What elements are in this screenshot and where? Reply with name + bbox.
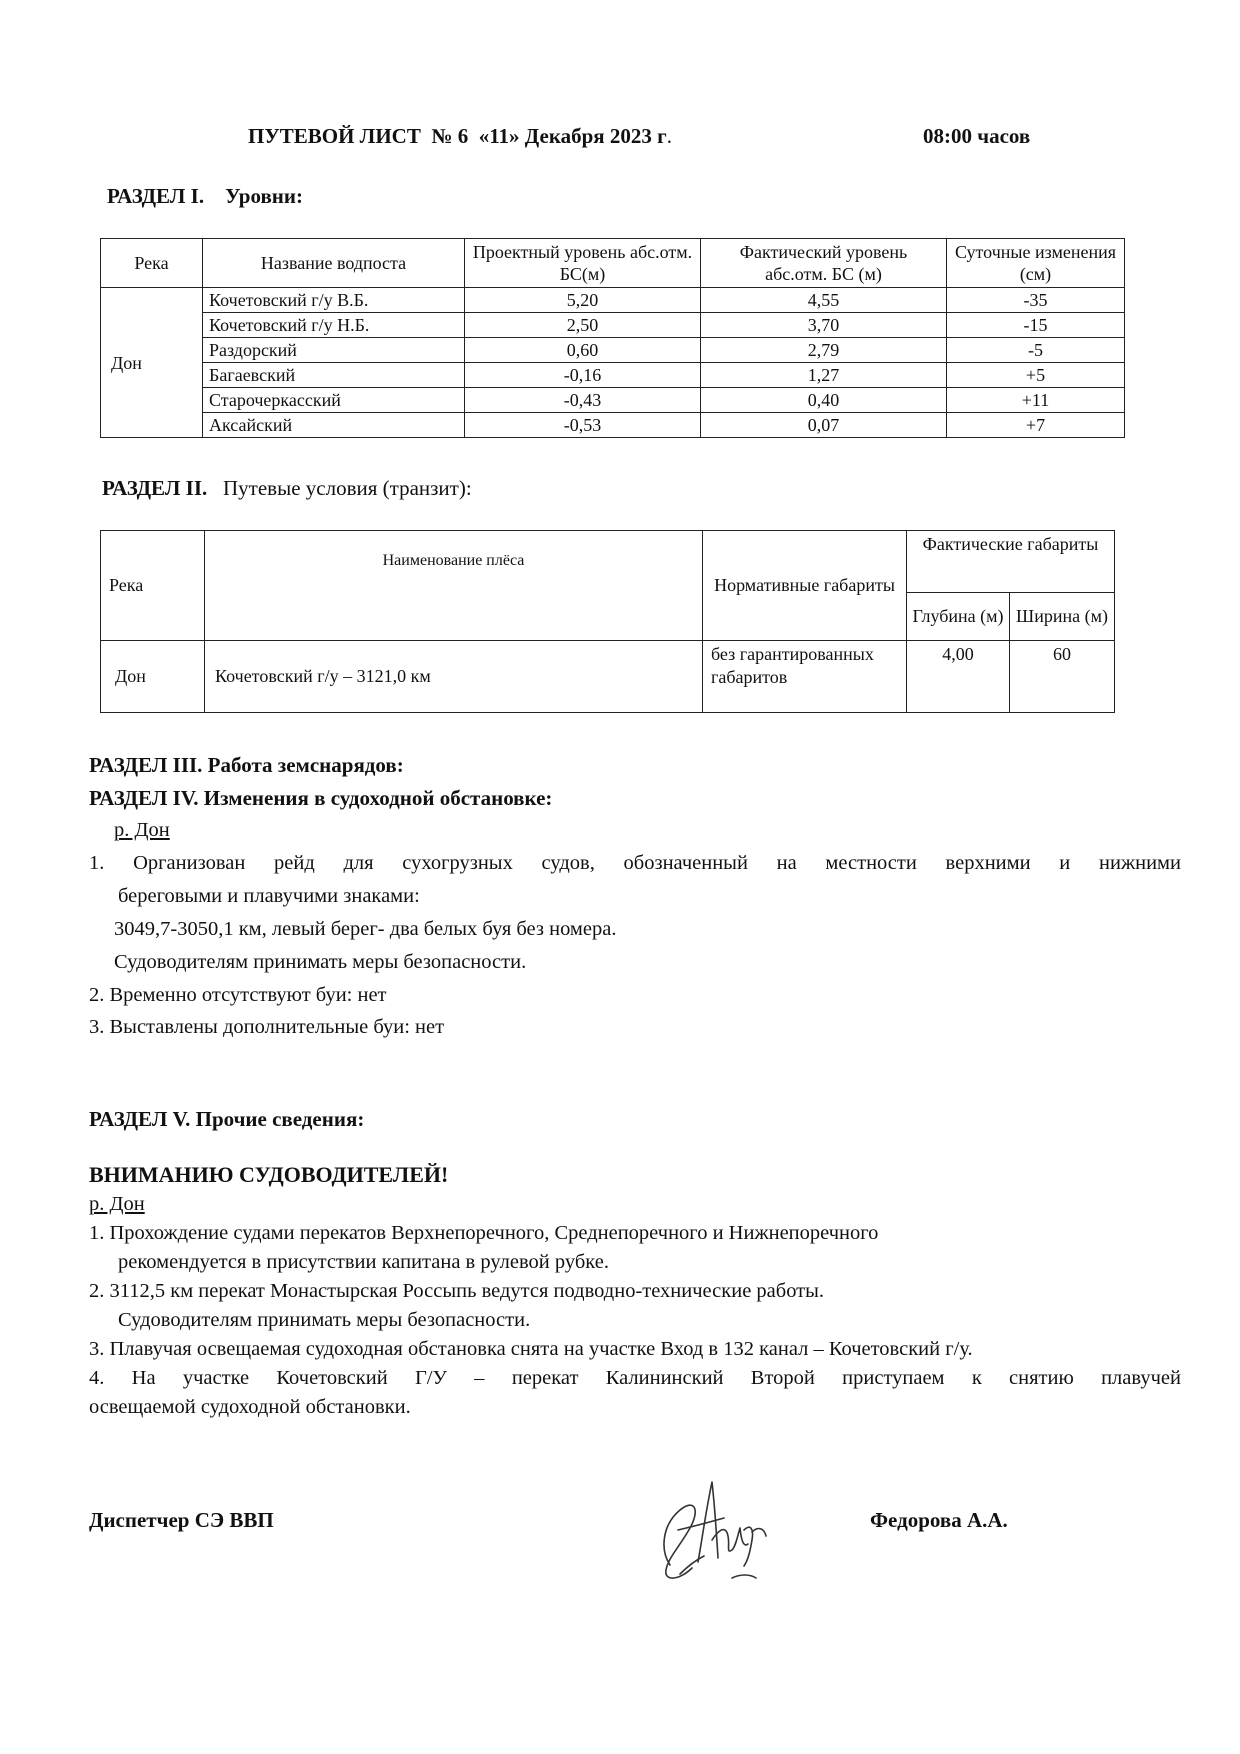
river-cell: Дон — [101, 641, 205, 713]
sheet-number: № 6 — [431, 124, 469, 148]
attention-title: ВНИМАНИЮ СУДОВОДИТЕЛЕЙ! — [89, 1162, 449, 1187]
project-cell: 2,50 — [465, 313, 701, 338]
actual-cell: 0,07 — [701, 413, 947, 438]
col-project-level: Проектный уровень абс.отм. БС(м) — [465, 239, 701, 288]
section4-title: РАЗДЕЛ IV. Изменения в судоходной обстановке: — [89, 786, 553, 810]
attention-item3: 3. Плавучая освещаемая судоходная обстановка снята на участке Вход в 132 канал – Кочетовский г/у. — [89, 1338, 973, 1360]
attention-item2-line1: 2. 3112,5 км перекат Монастырская Россыпь ведутся подводно-технические работы. — [89, 1280, 825, 1302]
attention-item1-line2: рекомендуется в присутствии капитана в рулевой рубке. — [118, 1251, 609, 1273]
attention-item4-line2: освещаемой судоходной обстановки. — [89, 1396, 411, 1418]
project-cell: -0,53 — [465, 413, 701, 438]
col-depth: Глубина (м) — [907, 593, 1010, 641]
depth-cell: 4,00 — [907, 641, 1010, 713]
col-norm: Нормативные габариты — [703, 531, 907, 641]
project-cell: -0,43 — [465, 388, 701, 413]
post-cell: Старочеркасский — [203, 388, 465, 413]
section2-heading — [102, 476, 472, 501]
post-cell: Раздорский — [203, 338, 465, 363]
table-row — [101, 388, 1125, 413]
actual-cell: 3,70 — [701, 313, 947, 338]
table-row — [101, 641, 1115, 713]
section4-item3: 3. Выставлены дополнительные буи: нет — [89, 1016, 445, 1038]
table-row — [101, 313, 1125, 338]
table-row — [101, 288, 1125, 313]
section4-item1-line2: береговыми и плавучими знаками: — [118, 885, 420, 907]
post-cell: Кочетовский г/у В.Б. — [203, 288, 465, 313]
section4-river: р. Дон — [114, 819, 170, 841]
change-cell: +5 — [947, 363, 1125, 388]
norm-cell: без гарантированных габаритов — [703, 641, 907, 713]
col-river: Река — [101, 531, 205, 641]
signer-name: Федорова А.А. — [870, 1508, 1008, 1532]
reach-cell: Кочетовский г/у – 3121,0 км — [205, 641, 703, 713]
actual-cell: 2,79 — [701, 338, 947, 363]
actual-cell: 4,55 — [701, 288, 947, 313]
col-actual-level: Фактический уровень абс.отм. БС (м) — [701, 239, 947, 288]
date-day: «11» — [478, 124, 520, 148]
width-cell: 60 — [1010, 641, 1115, 713]
table-row — [101, 363, 1125, 388]
change-cell: -5 — [947, 338, 1125, 363]
actual-cell: 1,27 — [701, 363, 947, 388]
post-cell: Аксайский — [203, 413, 465, 438]
attention-item1-line1: 1. Прохождение судами перекатов Верхнепоречного, Среднепоречного и Нижнепоречного — [89, 1222, 879, 1244]
section1-heading — [107, 184, 303, 209]
section4-item1-line4: Судоводителям принимать меры безопасности. — [114, 951, 527, 973]
project-cell: 5,20 — [465, 288, 701, 313]
project-cell: -0,16 — [465, 363, 701, 388]
post-cell: Кочетовский г/у Н.Б. — [203, 313, 465, 338]
change-cell: +7 — [947, 413, 1125, 438]
date-dot: . — [666, 124, 672, 148]
project-cell: 0,60 — [465, 338, 701, 363]
transit-header-row — [101, 531, 1115, 593]
section4-item2: 2. Временно отсутствуют буи: нет — [89, 984, 387, 1006]
attention-item4-line1: 4. На участке Кочетовский Г/У – перекат Калининский Второй приступаем к снятию плавучей — [89, 1367, 1181, 1389]
table-row — [101, 413, 1125, 438]
section2-title: РАЗДЕЛ II. — [102, 476, 208, 500]
levels-table — [100, 238, 1125, 438]
date-month-year: Декабря 2023 г — [524, 124, 667, 148]
col-width: Ширина (м) — [1010, 593, 1115, 641]
col-post: Название водпоста — [203, 239, 465, 288]
section1-title: РАЗДЕЛ I. — [107, 184, 205, 208]
col-reach: Наименование плёса — [205, 531, 703, 641]
section2-subtitle: Путевые условия (транзит): — [223, 476, 472, 500]
attention-river: р. Дон — [89, 1193, 145, 1215]
document-time: 08:00 часов — [923, 124, 1031, 148]
section4-item1-line3: 3049,7-3050,1 км, левый берег- два белых буя без номера. — [114, 918, 617, 940]
section4-item1-line1: 1. Организован рейд для сухогрузных судов, обозначенный на местности верхними и нижними — [89, 852, 1181, 874]
section1-subtitle: Уровни: — [225, 184, 303, 208]
levels-header-row — [101, 239, 1125, 288]
change-cell: -15 — [947, 313, 1125, 338]
signer-position: Диспетчер СЭ ВВП — [89, 1508, 274, 1532]
col-daily-change: Суточные изменения (см) — [947, 239, 1125, 288]
river-cell: Дон — [101, 288, 203, 438]
section3-title: РАЗДЕЛ III. Работа земснарядов: — [89, 753, 404, 777]
col-fact: Фактические габариты — [907, 531, 1115, 593]
col-river: Река — [101, 239, 203, 288]
handwritten-signature — [640, 1470, 800, 1595]
transit-table — [100, 530, 1115, 713]
table-row — [101, 338, 1125, 363]
attention-item2-line2: Судоводителям принимать меры безопасности. — [118, 1309, 531, 1331]
post-cell: Багаевский — [203, 363, 465, 388]
title-text: ПУТЕВОЙ ЛИСТ — [248, 124, 421, 148]
change-cell: +11 — [947, 388, 1125, 413]
section5-title: РАЗДЕЛ V. Прочие сведения: — [89, 1107, 365, 1131]
actual-cell: 0,40 — [701, 388, 947, 413]
change-cell: -35 — [947, 288, 1125, 313]
document-title — [248, 124, 672, 149]
